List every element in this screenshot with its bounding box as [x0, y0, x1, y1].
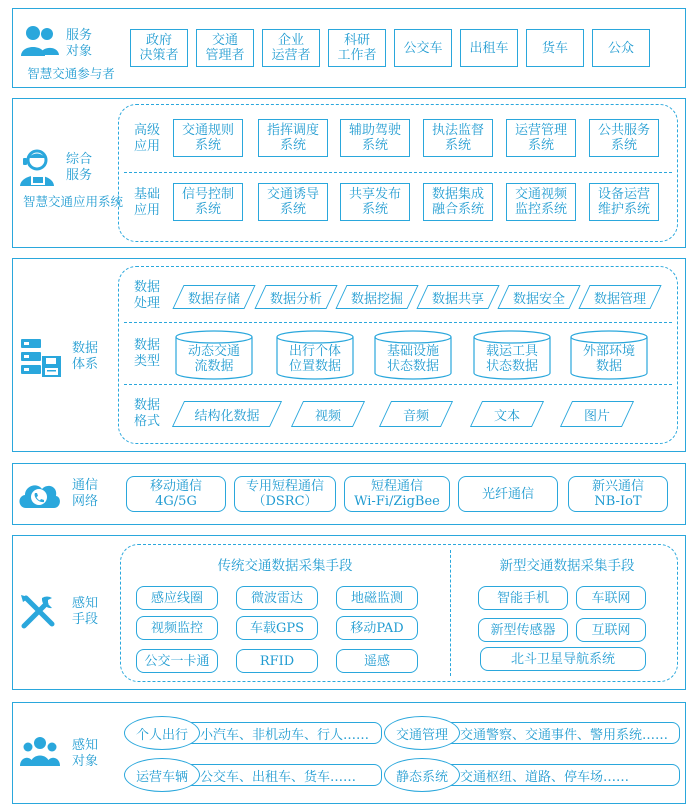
data-type-text: 基础设施 状态数据: [386, 344, 439, 374]
processing-text: 数据分析: [269, 291, 322, 307]
apps-label: 综合 服务: [65, 152, 92, 183]
data-divider-2: [124, 384, 672, 385]
data-format-text: 结构化数据: [194, 408, 260, 424]
object-tag: 交通管理: [384, 716, 460, 750]
processing-box: [341, 285, 413, 309]
data-type-cylinder: [374, 330, 452, 380]
data-label: 数据 体系: [71, 341, 98, 372]
types-label: 数据 类型: [133, 338, 160, 369]
basic-app-box: 数据集成 融合系统: [423, 183, 493, 221]
network-box: 专用短程通信 （DSRC）: [234, 476, 336, 512]
data-type-text: 外部环境 数据: [582, 344, 635, 374]
data-type-cylinder: [473, 330, 551, 380]
service-item: 政府 决策者: [130, 29, 188, 67]
basic-app-box: 交通诱导 系统: [258, 183, 328, 221]
new-title: 新型交通数据采集手段: [499, 558, 635, 574]
basic-app-box: 信号控制 系统: [173, 183, 243, 221]
network-box: 移动通信 4G/5G: [126, 476, 226, 512]
processing-box: [503, 285, 575, 309]
traditional-sensing-box: 视频监控: [136, 616, 218, 640]
service-item: 企业 运营者: [262, 29, 320, 67]
traditional-sensing-box: 公交一卡通: [136, 649, 218, 673]
data-type-text: 动态交通 流数据: [187, 344, 240, 374]
data-format-text: 文本: [493, 408, 520, 424]
sensing-divider: [450, 550, 451, 676]
advanced-app-box: 辅助驾驶 系统: [340, 119, 410, 157]
processing-box: [584, 285, 656, 309]
object-description: 交通枢纽、道路、停车场……: [460, 769, 630, 785]
advanced-app-box: 指挥调度 系统: [258, 119, 328, 157]
data-format-box: [476, 401, 538, 427]
object-tag: 个人出行: [124, 716, 200, 750]
advanced-app-box: 公共服务 系统: [589, 119, 659, 157]
network-box: 新兴通信 NB-IoT: [568, 476, 668, 512]
object-tag: 运营车辆: [124, 758, 200, 792]
advanced-label: 高级 应用: [133, 123, 160, 154]
traditional-sensing-box: RFID: [236, 649, 318, 673]
new-sensing-box: 互联网: [576, 618, 646, 642]
basic-app-box: 共享发布 系统: [340, 183, 410, 221]
traditional-sensing-box: 微波雷达: [236, 586, 318, 610]
processing-text: 数据存储: [187, 291, 240, 307]
processing-label: 数据 处理: [133, 280, 160, 311]
traditional-sensing-box: 移动PAD: [336, 616, 418, 640]
new-sensing-box: 智能手机: [478, 586, 568, 610]
objects-label: 感知 对象: [71, 738, 98, 769]
database-icon: [20, 338, 62, 378]
data-type-text: 出行个体 位置数据: [288, 344, 341, 374]
object-description: 公交车、出租车、货车……: [200, 769, 357, 785]
network-box: 短程通信 Wi-Fi/ZigBee: [344, 476, 450, 512]
service-caption: 智慧交通参与者: [27, 66, 115, 81]
processing-box: [260, 285, 332, 309]
traditional-title: 传统交通数据采集手段: [217, 558, 353, 574]
tools-icon: [18, 592, 58, 632]
data-type-cylinder: [570, 330, 648, 380]
service-item: 公交车: [394, 29, 452, 67]
processing-text: 数据共享: [431, 291, 484, 307]
data-type-cylinder: [175, 330, 253, 380]
processing-text: 数据挖掘: [350, 291, 403, 307]
advanced-app-box: 运营管理 系统: [506, 119, 576, 157]
people-group-icon: [18, 736, 62, 768]
data-format-text: 音频: [402, 408, 429, 424]
service-label: 服务 对象: [65, 28, 92, 59]
basic-app-box: 设备运营 维护系统: [589, 183, 659, 221]
processing-text: 数据管理: [593, 291, 646, 307]
advanced-app-box: 交通规则 系统: [173, 119, 243, 157]
processing-box: [422, 285, 494, 309]
basic-app-box: 交通视频 监控系统: [506, 183, 576, 221]
object-tag: 静态系统: [384, 758, 460, 792]
data-format-text: 视频: [314, 408, 341, 424]
service-agent-icon: [17, 148, 57, 188]
service-item: 科研 工作者: [328, 29, 386, 67]
beidou-box: 北斗卫星导航系统: [480, 647, 646, 671]
new-sensing-box: 车联网: [576, 586, 646, 610]
apps-divider: [124, 172, 672, 173]
processing-text: 数据安全: [512, 291, 565, 307]
service-item: 货车: [526, 29, 584, 67]
data-type-text: 载运工具 状态数据: [485, 344, 538, 374]
traditional-sensing-box: 遥感: [336, 649, 418, 673]
data-format-box: [566, 401, 628, 427]
data-format-box: [297, 401, 359, 427]
processing-box: [178, 285, 250, 309]
traditional-sensing-box: 车载GPS: [236, 616, 318, 640]
service-item: 出租车: [460, 29, 518, 67]
service-item: 公众: [592, 29, 650, 67]
advanced-app-box: 执法监督 系统: [423, 119, 493, 157]
basic-label: 基础 应用: [133, 187, 160, 218]
service-item: 交通 管理者: [196, 29, 254, 67]
data-type-cylinder: [276, 330, 354, 380]
data-format-box: [385, 401, 447, 427]
sensing-label: 感知 手段: [71, 596, 98, 627]
object-description: 交通警察、交通事件、警用系统……: [460, 727, 669, 743]
new-sensing-box: 新型传感器: [478, 618, 568, 642]
network-box: 光纤通信: [458, 476, 558, 512]
cloud-phone-icon: [16, 476, 62, 512]
traditional-sensing-box: 感应线圈: [136, 586, 218, 610]
users-icon: [20, 24, 60, 58]
data-format-text: 图片: [583, 408, 610, 424]
data-divider-1: [124, 322, 672, 323]
objects-panel: [12, 702, 686, 804]
traditional-sensing-box: 地磁监测: [336, 586, 418, 610]
data-format-box: [178, 401, 276, 427]
network-label: 通信 网络: [71, 478, 98, 509]
object-description: 小汽车、非机动车、行人……: [200, 727, 370, 743]
formats-label: 数据 格式: [133, 398, 160, 429]
apps-caption: 智慧交通应用系统: [22, 194, 123, 209]
